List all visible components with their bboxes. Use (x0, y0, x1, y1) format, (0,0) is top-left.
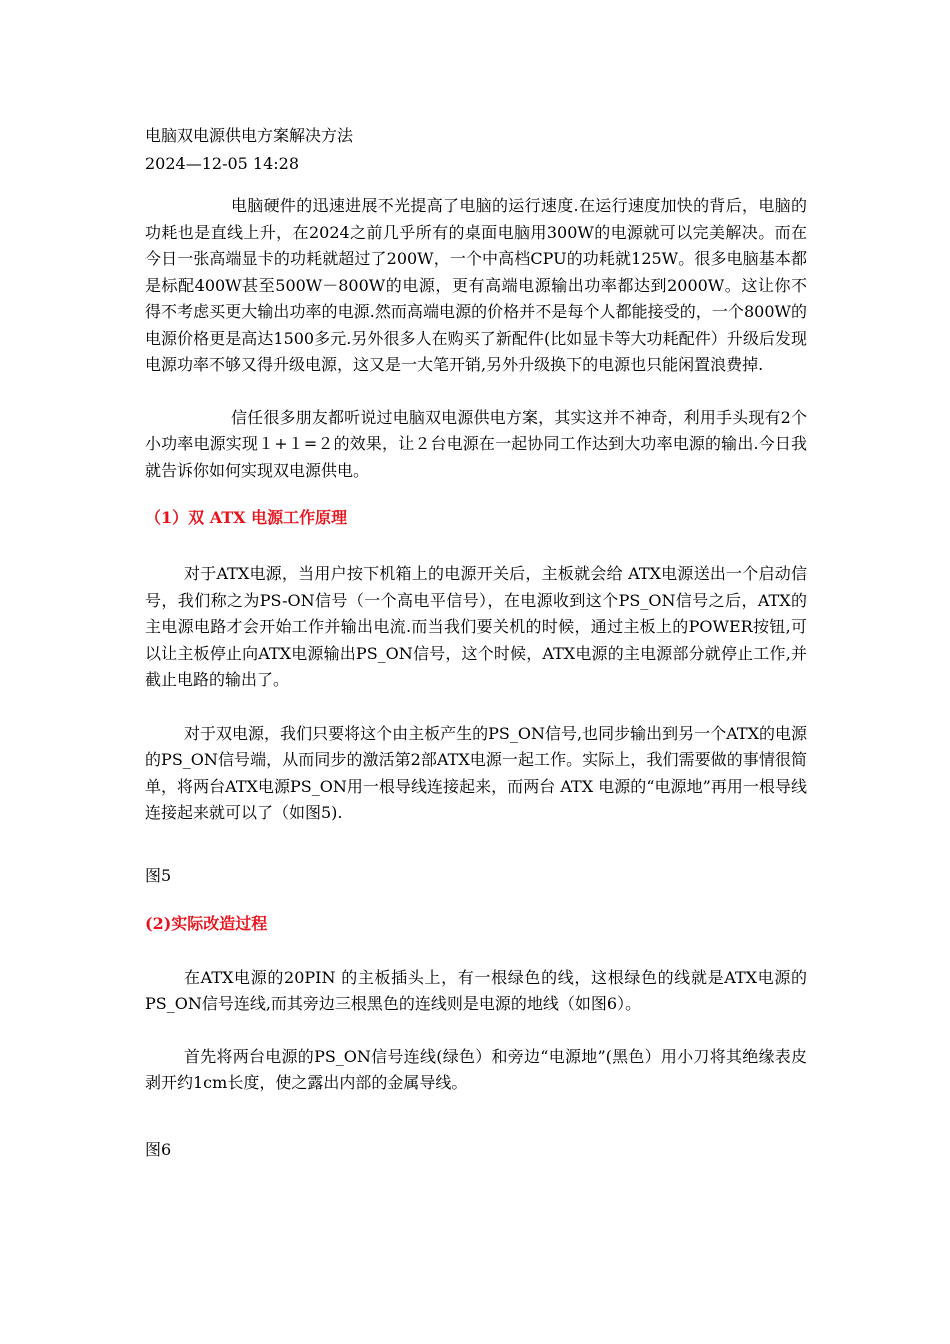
section-heading-process: (2)实际改造过程 (145, 913, 268, 933)
figure-label-5: 图5 (145, 865, 172, 885)
document-page (145, 122, 807, 1163)
section1-paragraph-2: 对于双电源，我们只要将这个由主板产生的PS_ON信号,也同步输出到另一个ATX的电源的PS_ON信号端，从而同步的激活第2部ATX电源一起工作。实际上，我们需要做的事情很简单，将两台ATX电源PS_ON用一根导线连接起来，而两台 ATX 电源的“电源地”再用一根导线连接起来就可以了（如图5). (145, 723, 807, 822)
article-title: 电脑双电源供电方案解决方法 (145, 126, 354, 145)
section2-paragraph-1: 在ATX电源的20PIN 的主板插头上，有一根绿色的线，这根绿色的线就是ATX电源的PS_ON信号连线,而其旁边三根黑色的连线则是电源的地线（如图6）。 (145, 967, 807, 1013)
intro-paragraph-2: 信任很多朋友都听说过电脑双电源供电方案，其实这并不神奇，利用手头现有2个小功率电源实现１+１=２的效果，让２台电源在一起协同工作达到大功率电源的输出.今日我就告诉你如何实现双电源供电。 (145, 407, 807, 480)
section2-paragraph-2: 首先将两台电源的PS_ON信号连线(绿色）和旁边“电源地”(黑色）用小刀将其绝缘表皮剥开约1cm长度，使之露出内部的金属导线。 (145, 1046, 807, 1092)
intro-paragraph-1: 电脑硬件的迅速进展不光提高了电脑的运行速度.在运行速度加快的背后，电脑的功耗也是直线上升，在2024之前几乎所有的桌面电脑用300W的电源就可以完美解决。而在今日一张高端显卡的功耗就超过了200W，一个中高档CPU的功耗就125W。很多电脑基本都是标配400W甚至500W－800W的电源，更有高端电源输出功率都达到2000W。这让你不得不考虑买更大输出功率的电源.然而高端电源的价格并不是每个人都能接受的，一个800W的电源价格更是高达1500多元.另外很多人在购买了新配件(比如显卡等大功耗配件）升级后发现电源功率不够又得升级电源，这又是一大笔开销,另外升级换下的电源也只能闲置浪费掉. (145, 196, 807, 374)
article-datetime: 2024—12-05 14:28 (145, 154, 300, 173)
section-heading-principle: （1）双 ATX 电源工作原理 (145, 508, 348, 527)
figure-label-6: 图6 (145, 1139, 172, 1159)
section1-paragraph-1: 对于ATX电源，当用户按下机箱上的电源开关后，主板就会给 ATX电源送出一个启动信号，我们称之为PS-ON信号（一个高电平信号），在电源收到这个PS_ON信号之后，ATX的主电源电路才会开始工作并输出电流.而当我们要关机的时候，通过主板上的POWER按钮,可以让主板停止向ATX电源输出PS_ON信号，这个时候，ATX电源的主电源部分就停止工作,并截止电路的输出了。 (145, 564, 807, 689)
